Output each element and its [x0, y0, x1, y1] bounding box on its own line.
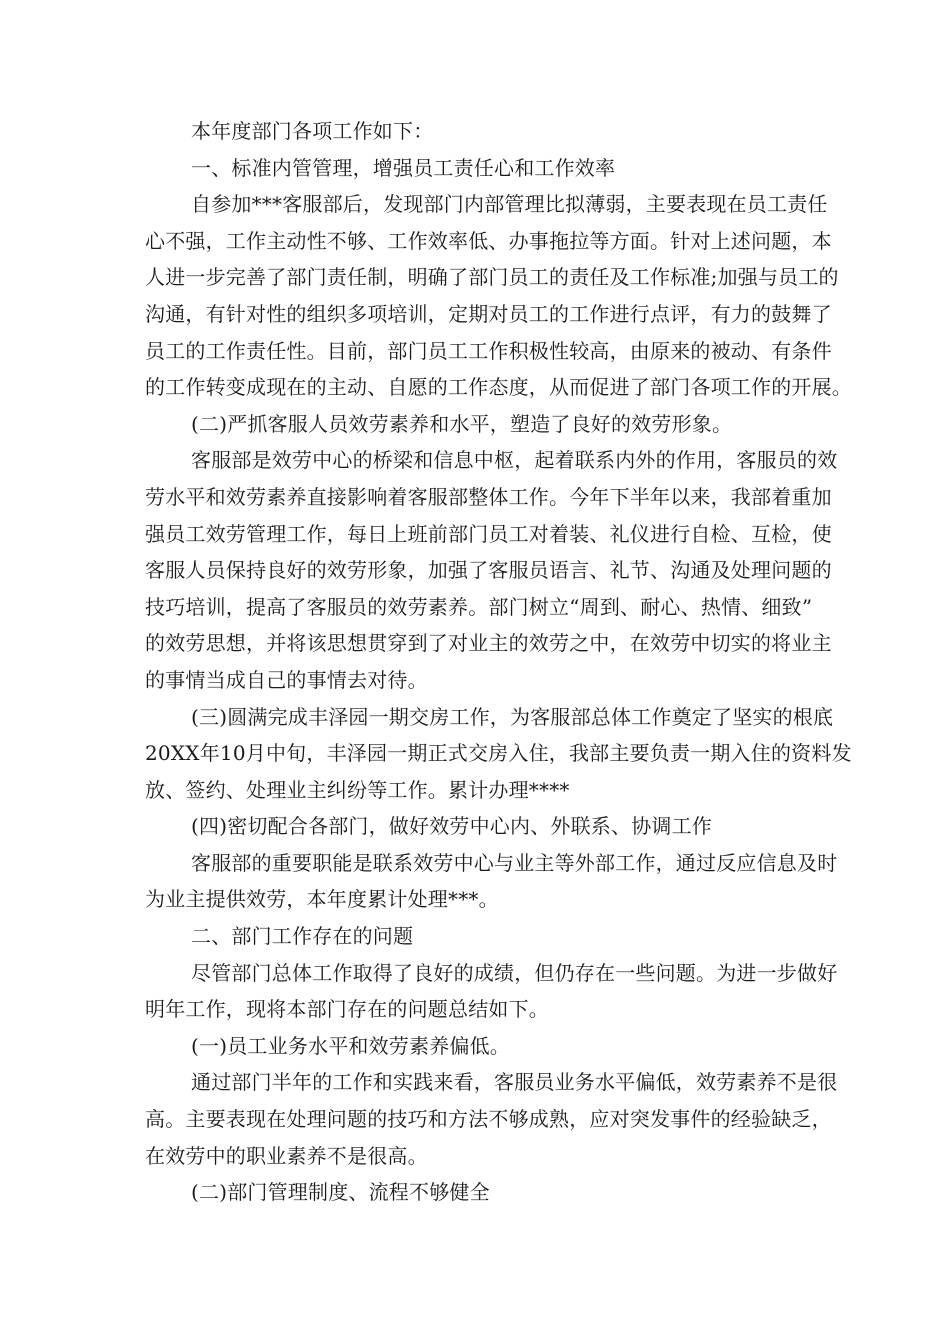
text-line: (一)员工业务水平和效劳素养偏低。: [191, 1033, 511, 1058]
text-line: 的事情当成自己的事情去对待。: [145, 667, 428, 692]
text-line: 客服部是效劳中心的桥梁和信息中枢，起着联系内外的作用，客服员的效: [191, 448, 838, 473]
text-line: 强员工效劳管理工作，每日上班前部门员工对着装、礼仪进行自检、互检，使: [145, 521, 832, 546]
document-page: [145, 113, 852, 1211]
text-line: 客服部的重要职能是联系效劳中心与业主等外部工作，通过反应信息及时: [191, 850, 838, 875]
text-line: (二)严抓客服人员效劳素养和水平，塑造了良好的效劳形象。: [191, 411, 733, 436]
text-line: 20XX年10月中旬，丰泽园一期正式交房入住，我部主要负责一期入住的资料发: [145, 741, 852, 766]
text-line: 心不强，工作主动性不够、工作效率低、办事拖拉等方面。针对上述问题，本: [145, 228, 832, 253]
text-line: 客服人员保持良好的效劳形象，加强了客服员语言、礼节、沟通及处理问题的: [145, 558, 832, 583]
text-line: 尽管部门总体工作取得了良好的成绩，但仍存在一些问题。为进一步做好: [191, 960, 838, 985]
text-line: 明年工作，现将本部门存在的问题总结如下。: [145, 997, 549, 1022]
text-line: 在效劳中的职业素养不是很高。: [145, 1143, 428, 1168]
text-line: 放、签约、处理业主纠纷等工作。累计办理****: [145, 777, 570, 802]
text-line: 通过部门半年的工作和实践来看，客服员业务水平偏低，效劳素养不是很: [191, 1070, 838, 1095]
text-line: 一、标准内管管理，增强员工责任心和工作效率: [191, 155, 616, 180]
text-line: 沟通，有针对性的组织多项培训，定期对员工的工作进行点评，有力的鼓舞了: [145, 301, 832, 326]
text-line: 的效劳思想，并将该思想贯穿到了对业主的效劳之中，在效劳中切实的将业主: [145, 631, 832, 656]
text-line: (二)部门管理制度、流程不够健全: [191, 1180, 490, 1205]
text-line: 自参加***客服部后，发现部门内部管理比拟薄弱，主要表现在员工责任: [191, 192, 828, 217]
text-line: 的工作转变成现在的主动、自愿的工作态度，从而促进了部门各项工作的开展。: [145, 375, 852, 400]
text-line: 高。主要表现在处理问题的技巧和方法不够成熟，应对突发事件的经验缺乏，: [145, 1107, 832, 1132]
text-line: 技巧培训，提高了客服员的效劳素养。部门树立“周到、耐心、热情、细致”: [145, 594, 813, 619]
text-line: (三)圆满完成丰泽园一期交房工作，为客服部总体工作奠定了坚实的根底: [191, 704, 834, 729]
text-line: 二、部门工作存在的问题: [191, 924, 414, 949]
text-line: (四)密切配合各部门，做好效劳中心内、外联系、协调工作: [191, 814, 713, 839]
text-line: 人进一步完善了部门责任制，明确了部门员工的责任及工作标准;加强与员工的: [145, 265, 839, 290]
text-line: 员工的工作责任性。目前，部门员工工作积极性较高，由原来的被动、有条件: [145, 338, 832, 363]
text-line: 劳水平和效劳素养直接影响着客服部整体工作。今年下半年以来，我部着重加: [145, 484, 832, 509]
text-line: 为业主提供效劳，本年度累计处理***。: [145, 887, 499, 912]
text-line: 本年度部门各项工作如下：: [191, 119, 434, 143]
